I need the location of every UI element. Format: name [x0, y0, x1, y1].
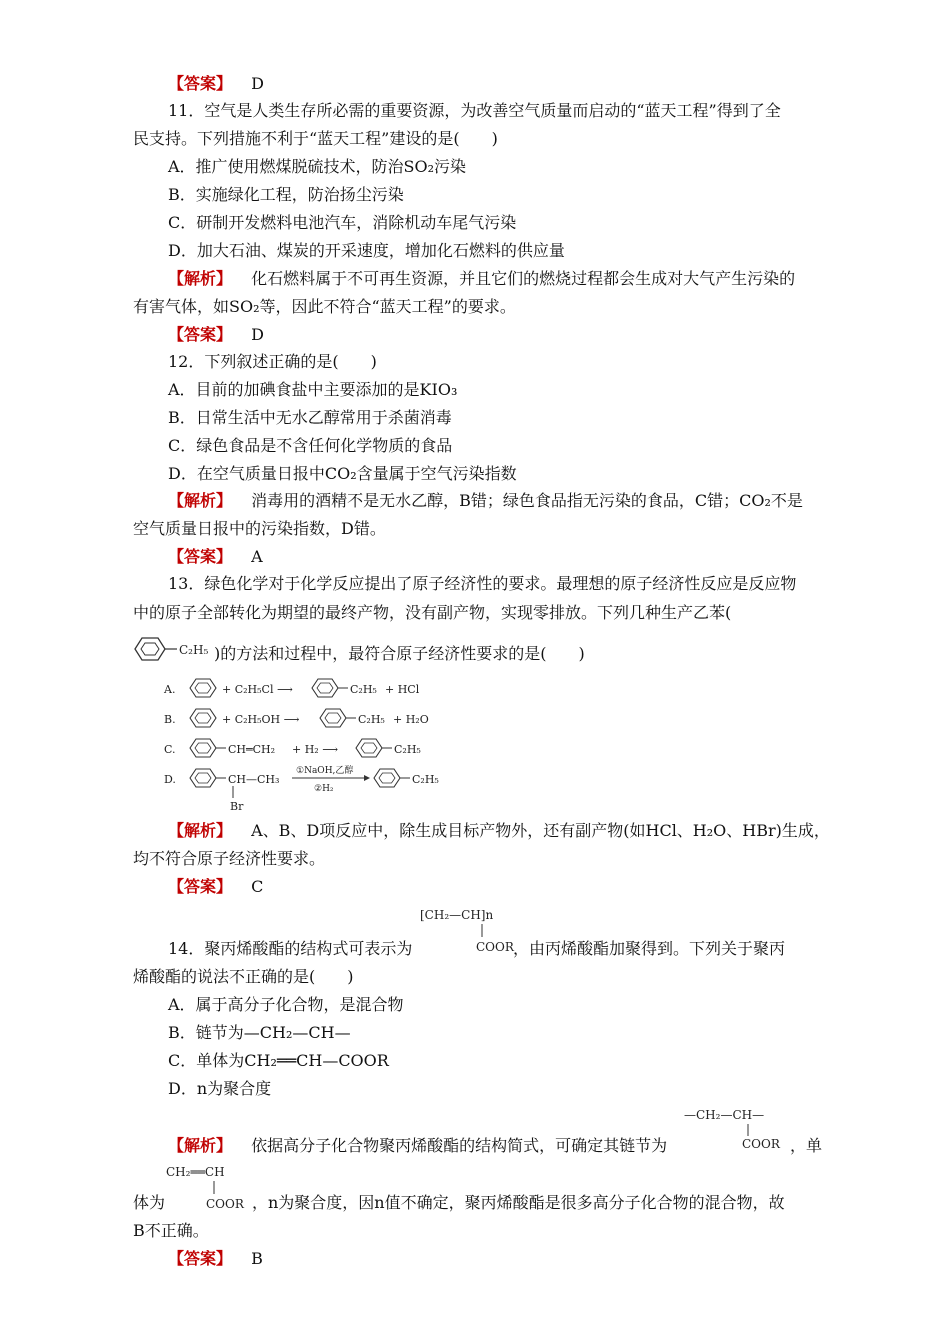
option-d-bromine: Br: [230, 800, 244, 813]
monomer-bottom: COOR: [206, 1197, 244, 1211]
option-d-condition-2: ②H₂: [314, 784, 334, 794]
answer-value: D: [251, 325, 264, 344]
analysis-label: 【解析】: [168, 269, 233, 288]
q13-stem-line3: )的方法和过程中，最符合原子经济性要求的是( ): [214, 644, 585, 663]
option-d-label: D.: [164, 773, 176, 786]
q13-reaction-options: [160, 676, 460, 814]
analysis-label: 【解析】: [168, 491, 233, 510]
benzene-ring-icon: [190, 679, 216, 697]
answer-label: 【答案】: [168, 325, 233, 344]
ethylbenzene-structure: [131, 634, 213, 664]
q14-analysis-line2b: ，n为聚合度，因n值不确定，聚丙烯酸酯是很多高分子化合物的混合物，故: [252, 1193, 785, 1212]
answer-label: 【答案】: [168, 547, 233, 566]
option-d-condition-1: ①NaOH,乙醇: [296, 766, 354, 776]
option-d-group: CH—CH₃: [228, 773, 280, 786]
polymer-formula-top: [CH₂—CH]n: [420, 908, 494, 922]
analysis-text: 化石燃料属于不可再生资源，并且它们的燃烧过程都会生成对大气产生污染的: [251, 269, 796, 288]
q11-stem-line1: 11．空气是人类生存所必需的重要资源，为改善空气质量而启动的“蓝天工程”得到了全: [168, 101, 781, 120]
q14-stem-line2: 烯酸酯的说法不正确的是( ): [133, 967, 354, 986]
analysis-label: 【解析】: [168, 821, 233, 840]
q11-option-b: B．实施绿化工程，防治扬尘污染: [168, 185, 404, 204]
q13-answer-row: [168, 877, 263, 897]
analysis-text: A、B、D项反应中，除生成目标产物外，还有副产物(如HCl、H₂O、HBr)生成，: [251, 821, 830, 840]
benzene-ring-icon: [312, 679, 338, 697]
q14-answer-row: [168, 1249, 263, 1269]
q12-answer-row: [168, 547, 263, 567]
q12-option-c: C．绿色食品是不含任何化学物质的食品: [168, 436, 453, 455]
answer-value: D: [251, 74, 264, 93]
option-a-byproduct: + HCl: [385, 683, 420, 696]
option-c-reagent: + H₂ ⟶: [292, 743, 338, 756]
option-c-product: C₂H₅: [394, 743, 421, 756]
benzene-ring-icon: [190, 769, 216, 787]
q12-option-a: A．目前的加碘食盐中主要添加的是KIO₃: [168, 380, 458, 399]
q13-stem-line1: 13．绿色化学对于化学反应提出了原子经济性的要求。最理想的原子经济性反应是反应物: [168, 574, 797, 593]
q12-analysis-line2: 空气质量日报中的污染指数，D错。: [133, 519, 386, 538]
q13-analysis-line1: [168, 821, 830, 841]
answer-label: 【答案】: [168, 1249, 233, 1268]
q14-polymer-formula: [418, 903, 518, 959]
answer-value: A: [251, 547, 263, 566]
q14-option-d: D．n为聚合度: [168, 1079, 272, 1098]
q14-analysis-line2a: 体为: [133, 1193, 166, 1212]
q14-analysis-line3: B不正确。: [133, 1221, 209, 1240]
option-a-product: C₂H₅: [350, 683, 377, 696]
q14-option-c: C．单体为CH₂══CH—COOR: [168, 1051, 389, 1070]
q11-analysis-line1: [168, 269, 795, 289]
q12-option-d: D．在空气质量日报中CO₂含量属于空气污染指数: [168, 464, 517, 483]
answer-value: C: [251, 877, 264, 896]
q11-option-c: C．研制开发燃料电池汽车，消除机动车尾气污染: [168, 213, 517, 232]
option-b-label: B.: [164, 713, 176, 726]
q14-stem-line1a: 14．聚丙烯酸酯的结构式可表示为: [168, 939, 413, 958]
q13-analysis-line2: 均不符合原子经济性要求。: [133, 849, 326, 868]
option-c-group: CH═CH₂: [228, 743, 276, 756]
q14-option-a: A．属于高分子化合物，是混合物: [168, 995, 404, 1014]
benzene-ring-icon: [190, 709, 216, 727]
q11-answer-row: [168, 325, 264, 345]
q12-analysis-line1: [168, 491, 803, 511]
analysis-text: 消毒用的酒精不是无水乙醇，B错；绿色食品指无污染的食品，C错；CO₂不是: [251, 491, 803, 510]
ethyl-label: C₂H₅: [179, 643, 209, 657]
option-b-product: C₂H₅: [358, 713, 385, 726]
option-b-byproduct: + H₂O: [393, 713, 429, 726]
option-a-reagent: + C₂H₅Cl ⟶: [222, 683, 293, 696]
q14-monomer: [160, 1160, 260, 1216]
polymer-formula-bottom: COOR: [476, 940, 514, 954]
option-d-product: C₂H₅: [412, 773, 439, 786]
q11-option-a: A．推广使用燃煤脱硫技术，防治SO₂污染: [168, 157, 467, 176]
q12-stem: 12．下列叙述正确的是( ): [168, 352, 377, 371]
q11-stem-line2: 民支持。下列措施不利于“蓝天工程”建设的是( ): [133, 129, 498, 148]
q14-stem-line1b: ，由丙烯酸酯加聚得到。下列关于聚丙: [513, 939, 786, 958]
option-c-label: C.: [164, 743, 176, 756]
benzene-ring-icon: [356, 739, 382, 757]
q10-answer-row: [168, 74, 264, 94]
option-b-reagent: + C₂H₅OH ⟶: [222, 713, 300, 726]
q13-stem-line2: 中的原子全部转化为期望的最终产物，没有副产物，实现零排放。下列几种生产乙苯(: [133, 603, 732, 622]
analysis-label: 【解析】: [168, 1136, 233, 1155]
q14-analysis-line1: [168, 1136, 667, 1156]
answer-value: B: [251, 1249, 263, 1268]
option-a-label: A.: [164, 683, 176, 696]
q12-option-b: B．日常生活中无水乙醇常用于杀菌消毒: [168, 408, 452, 427]
benzene-ring-icon: [320, 709, 346, 727]
answer-label: 【答案】: [168, 74, 233, 93]
benzene-ring-icon: [374, 769, 400, 787]
answer-label: 【答案】: [168, 877, 233, 896]
chain-unit-bottom: COOR: [742, 1137, 780, 1151]
q11-analysis-line2: 有害气体，如SO₂等，因此不符合“蓝天工程”的要求。: [133, 297, 516, 316]
benzene-ring-icon: [190, 739, 216, 757]
analysis-text: 依据高分子化合物聚丙烯酸酯的结构简式，可确定其链节为: [251, 1136, 668, 1155]
q14-chain-unit: [682, 1104, 792, 1152]
chain-unit-top: —CH₂—CH—: [684, 1108, 765, 1122]
benzene-ring-icon: [135, 638, 165, 660]
q14-analysis-line1-end: ，单: [790, 1136, 823, 1155]
q14-option-b: B．链节为—CH₂—CH—: [168, 1023, 351, 1042]
q11-option-d: D．加大石油、煤炭的开采速度，增加化石燃料的供应量: [168, 241, 565, 260]
monomer-top: CH₂══CH: [166, 1165, 225, 1179]
